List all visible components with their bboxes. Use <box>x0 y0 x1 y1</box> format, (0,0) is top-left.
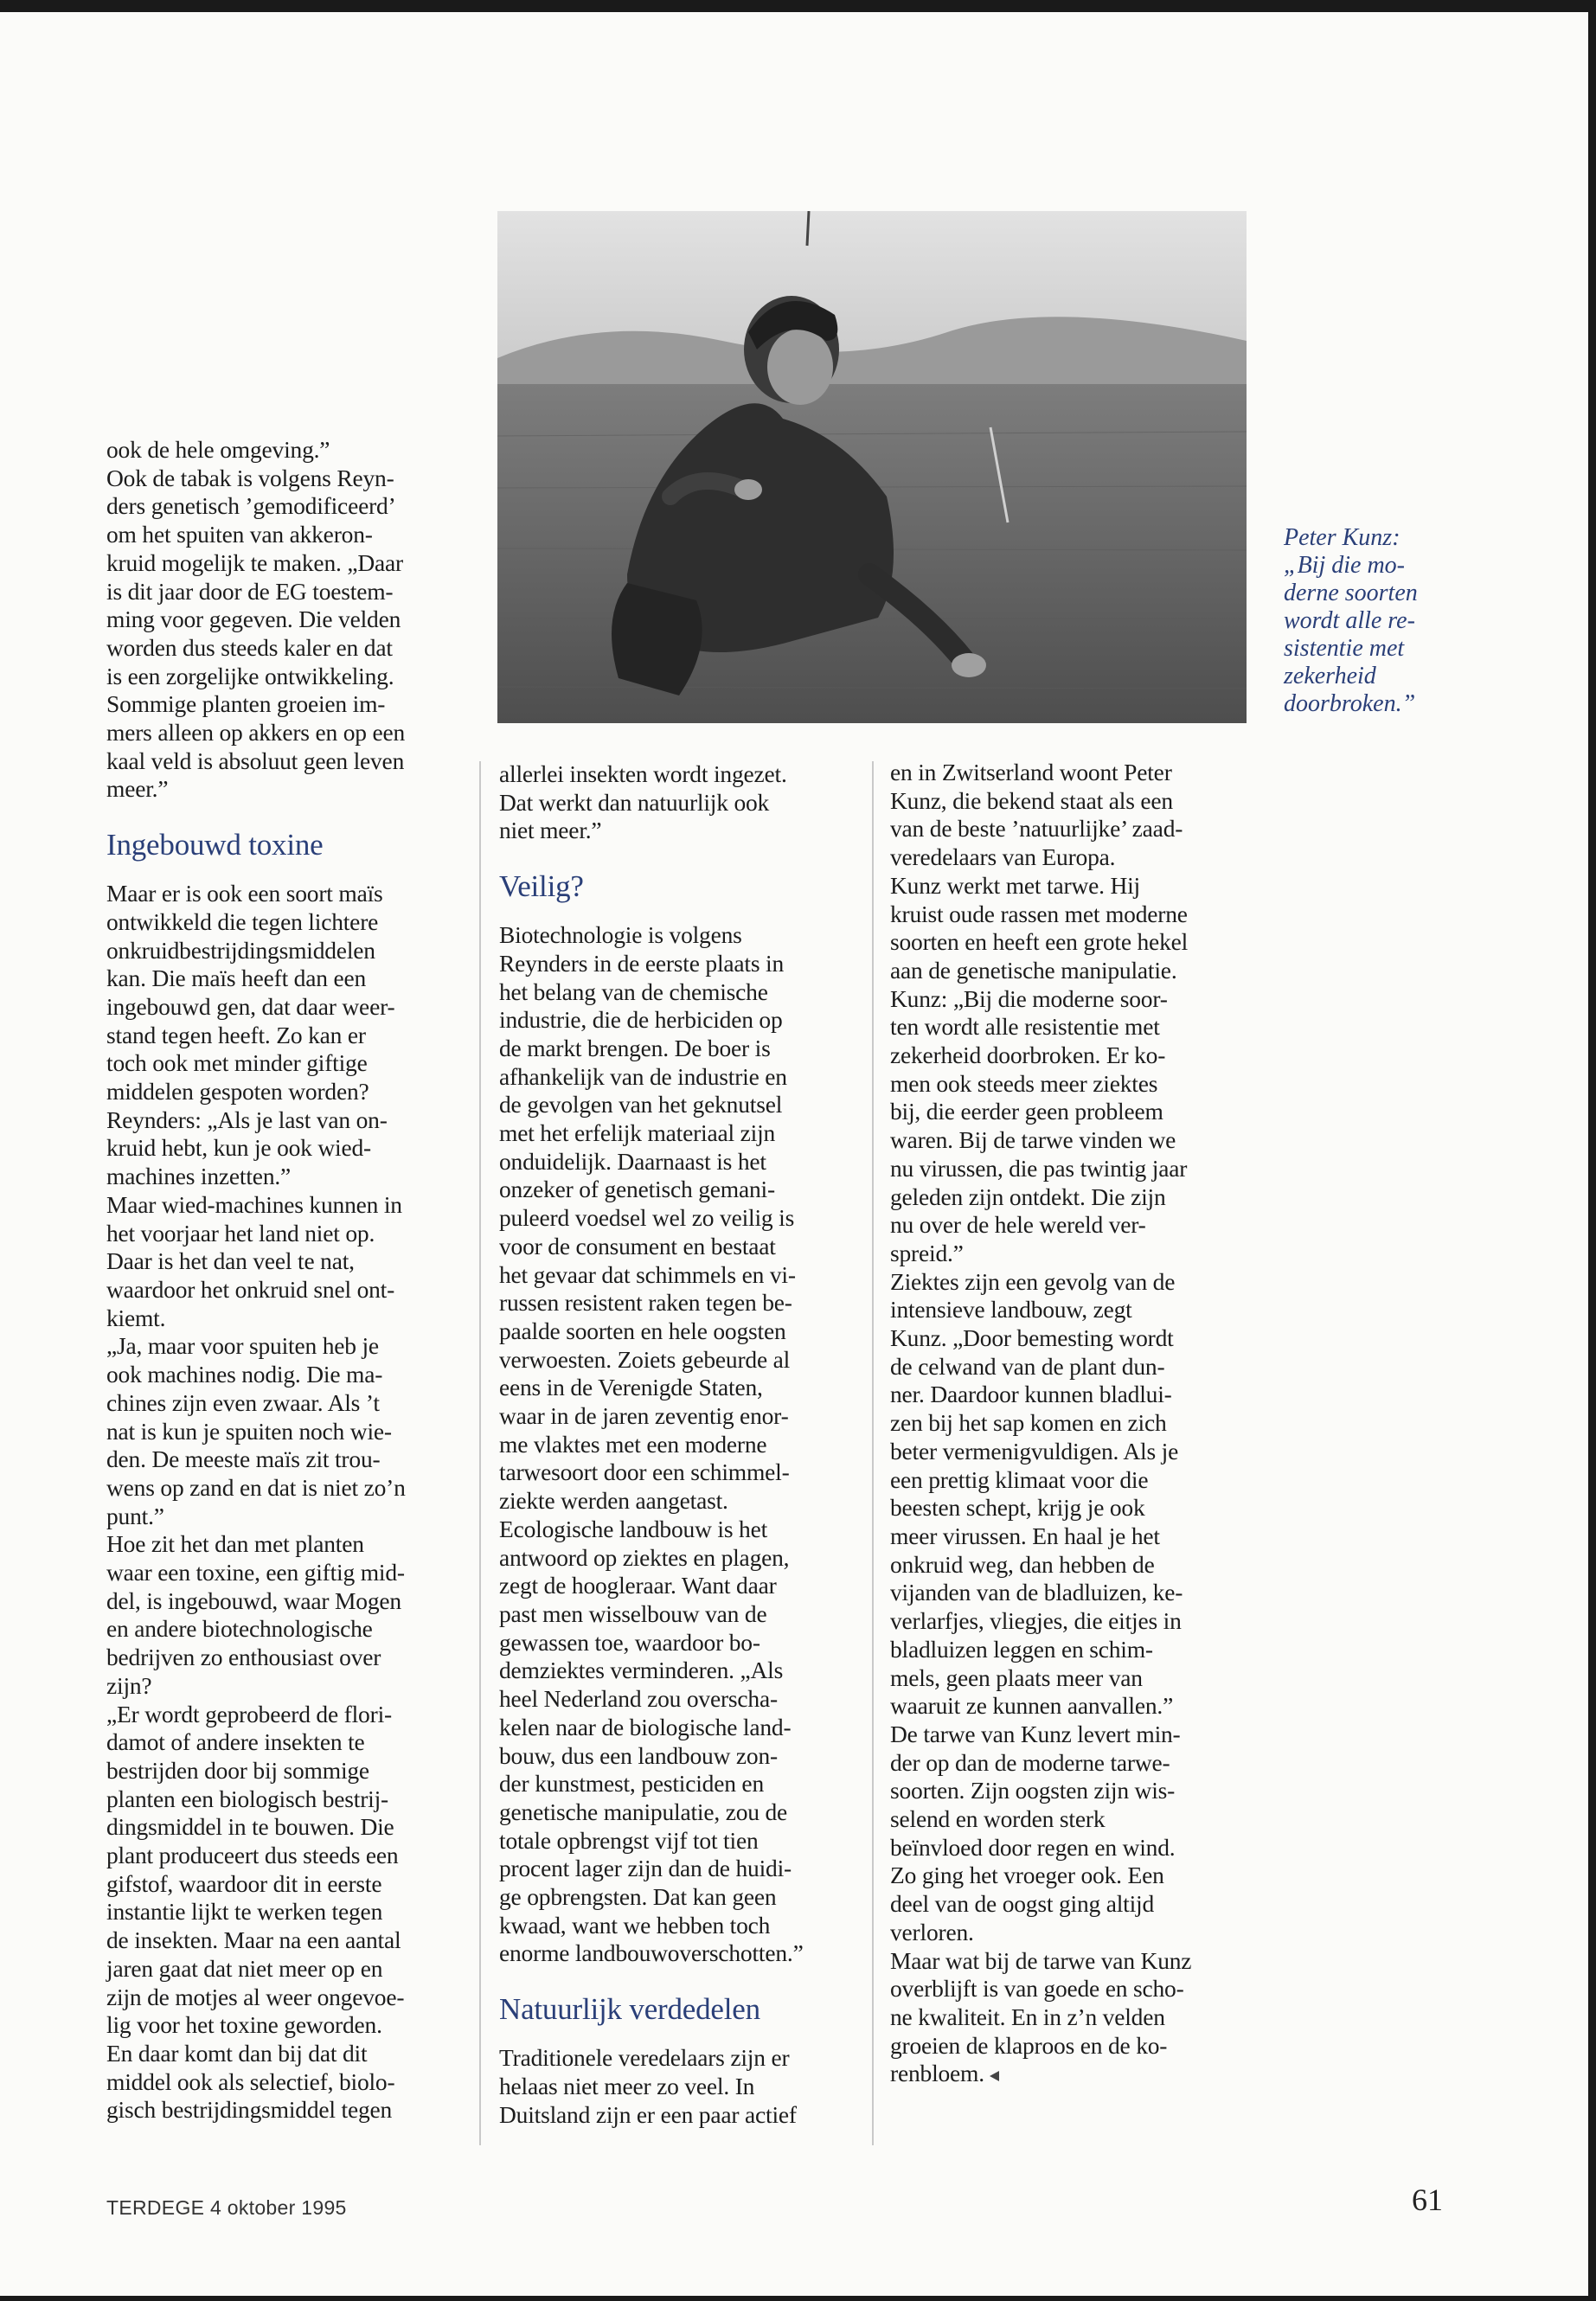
text-line: procent lager zijn dan de huidi- <box>499 1855 792 1882</box>
text-line: dingsmiddel in te bouwen. Die <box>106 1813 394 1841</box>
text-line: Reynders: „Als je last van on- <box>106 1106 388 1133</box>
text-line: zijn? <box>106 1671 152 1699</box>
text-line: kaal veld is absoluut geen leven <box>106 747 405 774</box>
text-line: me vlaktes met een moderne <box>499 1430 767 1458</box>
column-divider <box>872 761 874 2145</box>
text-line: Ook de tabak is volgens Reyn- <box>106 464 394 491</box>
text-line-content: renbloem. <box>890 2060 984 2087</box>
text-line: kwaad, want we hebben toch <box>499 1911 771 1939</box>
text-line: intensieve landbouw, zegt <box>890 1296 1132 1324</box>
text-line: En daar komt dan bij dat dit <box>106 2039 368 2067</box>
caption-line: Peter Kunz: <box>1284 524 1401 551</box>
article-column-2 <box>499 760 854 2129</box>
text-line: damot of andere insekten te <box>106 1728 365 1756</box>
text-line: beesten schept, krijg je ook <box>890 1494 1145 1522</box>
text-line: Daar is het dan veel te nat, <box>106 1247 355 1275</box>
text-line: ingebouwd gen, dat daar weer- <box>106 992 395 1020</box>
text-line: der op dan de moderne tarwe- <box>890 1748 1170 1776</box>
text-line: middelen gespoten worden? <box>106 1078 369 1106</box>
text-line: veredelaars van Europa. <box>890 843 1116 871</box>
text-line: planten een biologisch bestrij- <box>106 1785 389 1812</box>
text-line: voor de consument en bestaat <box>499 1232 776 1259</box>
text-line: ge opbrengsten. Dat kan geen <box>499 1883 777 1911</box>
text-line: Kunz werkt met tarwe. Hij <box>890 871 1141 899</box>
text-line: allerlei insekten wordt ingezet. <box>499 760 787 787</box>
text-line: bladluizen leggen en schim- <box>890 1635 1153 1663</box>
text-line: totale opbrengst vijf tot tien <box>499 1826 759 1854</box>
text-line: een prettig klimaat voor die <box>890 1465 1149 1493</box>
text-line: Biotechnologie is volgens <box>499 921 742 949</box>
caption-line: derne soorten <box>1284 580 1418 606</box>
text-line: wens op zand en dat is niet zo’n <box>106 1473 406 1501</box>
text-line: verlarfjes, vliegjes, die eitjes in <box>890 1607 1182 1635</box>
text-line: beter vermenigvuldigen. Als je <box>890 1437 1179 1465</box>
paragraph <box>106 880 457 2125</box>
publication-footer: TERDEGE 4 oktober 1995 <box>106 2196 347 2219</box>
paragraph <box>890 759 1245 2088</box>
text-line: de markt brengen. De boer is <box>499 1034 771 1061</box>
text-line: bestrijden door bij sommige <box>106 1756 369 1784</box>
text-line: deel van de oogst ging altijd <box>890 1890 1155 1918</box>
text-line: selend en worden sterk <box>890 1805 1106 1833</box>
text-line: gisch bestrijdingsmiddel tegen <box>106 2096 393 2124</box>
text-line: Ecologische landbouw is het <box>499 1515 768 1542</box>
text-line: het voorjaar het land niet op. <box>106 1219 375 1247</box>
text-line <box>890 2060 1245 2088</box>
text-line: kelen naar de biologische land- <box>499 1713 792 1740</box>
text-line: waaruit ze kunnen aanvallen.” <box>890 1692 1174 1720</box>
page-number: 61 <box>1412 2182 1443 2217</box>
text-line: russen resistent raken tegen be- <box>499 1289 792 1317</box>
text-line: tarwesoort door een schimmel- <box>499 1458 790 1486</box>
text-line: Maar er is ook een soort maïs <box>106 880 383 907</box>
text-line: Kunz: „Bij die moderne soor- <box>890 984 1168 1012</box>
text-line: Maar wied-machines kunnen in <box>106 1190 402 1218</box>
text-line: Traditionele veredelaars zijn er <box>499 2044 790 2072</box>
text-line: Reynders in de eerste plaats in <box>499 949 785 977</box>
text-line: Dat werkt dan natuurlijk ook <box>499 788 770 816</box>
text-line: meer virussen. En haal je het <box>890 1522 1160 1549</box>
text-line: waardoor het onkruid snel ont- <box>106 1275 395 1303</box>
text-line: ziekte werden aangetast. <box>499 1487 728 1515</box>
text-line: verwoesten. Zoiets gebeurde al <box>499 1345 791 1373</box>
text-line: de gevolgen van het geknutsel <box>499 1091 783 1118</box>
text-line: Hoe zit het dan met planten <box>106 1530 364 1558</box>
text-line: is dit jaar door de EG toestem- <box>106 577 394 605</box>
text-line: ook de hele omgeving.” <box>106 436 330 463</box>
text-line: en in Zwitserland woont Peter <box>890 759 1172 785</box>
column-divider <box>479 761 481 2145</box>
paragraph <box>499 921 854 1968</box>
text-line: chines zijn even zwaar. Als ’t <box>106 1388 380 1416</box>
text-line: instantie lijkt te werken tegen <box>106 1898 383 1926</box>
text-line: afhankelijk van de industrie en <box>499 1062 787 1090</box>
text-line: ne kwaliteit. En in z’n velden <box>890 2003 1165 2030</box>
text-line: de celwand van de plant dun- <box>890 1352 1165 1380</box>
article-column-3 <box>890 759 1245 2088</box>
text-line: jaren gaat dat niet meer op en <box>106 1954 383 1982</box>
text-line: zijn de motjes al weer ongevoe- <box>106 1983 405 2010</box>
text-line: punt.” <box>106 1502 164 1529</box>
text-line: zegt de hoogleraar. Want daar <box>499 1572 777 1599</box>
text-line: geleden zijn ontdekt. Die zijn <box>890 1183 1166 1210</box>
caption-line: sistentie met <box>1284 635 1405 662</box>
text-line: bouw, dus een landbouw zon- <box>499 1741 778 1769</box>
text-line: enorme landbouwoverschotten.” <box>499 1939 804 1967</box>
text-line: nu virussen, die pas twintig jaar <box>890 1154 1188 1182</box>
text-line: Zo ging het vroeger ook. Een <box>890 1862 1164 1889</box>
text-line: ook machines nodig. Die ma- <box>106 1361 383 1388</box>
text-line: del, is ingebouwd, waar Mogen <box>106 1586 401 1614</box>
text-line: ontwikkeld die tegen lichtere <box>106 907 379 935</box>
text-line: machines inzetten.” <box>106 1163 292 1190</box>
text-line: spreid.” <box>890 1239 964 1266</box>
text-line: vijanden van de bladluizen, ke- <box>890 1579 1183 1606</box>
caption-line: zekerheid <box>1284 663 1376 689</box>
text-line: nu over de hele wereld ver- <box>890 1211 1146 1239</box>
text-line: waar een toxine, een giftig mid- <box>106 1559 405 1586</box>
text-line: heel Nederland zou overscha- <box>499 1685 778 1713</box>
magazine-page <box>0 12 1588 2296</box>
text-line: den. De meeste maïs zit trou- <box>106 1445 381 1473</box>
text-line: paalde soorten en hele oogsten <box>499 1317 786 1344</box>
text-line: genetische manipulatie, zou de <box>499 1798 788 1825</box>
text-line: mels, geen plaats meer van <box>890 1663 1143 1691</box>
article-photo <box>497 211 1247 723</box>
section-heading: Veilig? <box>499 869 584 904</box>
text-line: kruid mogelijk te maken. „Daar <box>106 548 403 576</box>
text-line: „Er wordt geprobeerd de flori- <box>106 1700 392 1727</box>
text-line: kruid hebt, kun je ook wied- <box>106 1134 372 1162</box>
text-line: aan de genetische manipulatie. <box>890 956 1177 984</box>
text-line: beïnvloed door regen en wind. <box>890 1833 1176 1861</box>
text-line: nat is kun je spuiten noch wie- <box>106 1417 392 1445</box>
caption-line: wordt alle re- <box>1284 607 1415 634</box>
text-line: „Ja, maar voor spuiten heb je <box>106 1332 379 1360</box>
text-line: verloren. <box>890 1918 974 1945</box>
text-line: demziektes verminderen. „Als <box>499 1657 784 1684</box>
text-line: soorten en heeft een grote hekel <box>890 928 1189 956</box>
text-line: waar in de jaren zeventig enor- <box>499 1402 789 1430</box>
paragraph <box>499 2044 854 2129</box>
text-line: der kunstmest, pesticiden en <box>499 1770 764 1798</box>
photo-illustration <box>497 211 1247 723</box>
text-line: plant produceert dus steeds een <box>106 1842 399 1869</box>
text-line: de insekten. Maar na een aantal <box>106 1926 401 1954</box>
text-line: ten wordt alle resistentie met <box>890 1013 1160 1041</box>
text-line: Ziektes zijn een gevolg van de <box>890 1267 1176 1295</box>
text-line: ders genetisch ’gemodificeerd’ <box>106 492 396 520</box>
text-line: bedrijven zo enthousiast over <box>106 1644 381 1671</box>
caption-line: „Bij die mo- <box>1284 552 1405 579</box>
text-line: het gevaar dat schimmels en vi- <box>499 1260 796 1288</box>
text-line: zekerheid doorbroken. Er ko- <box>890 1042 1166 1069</box>
text-line: bij, die eerder geen probleem <box>890 1098 1163 1125</box>
text-line: men ook steeds meer ziektes <box>890 1069 1158 1097</box>
text-line: groeien de klaproos en de ko- <box>890 2031 1168 2059</box>
paragraph <box>499 760 854 845</box>
text-line: meer.” <box>106 775 169 803</box>
text-line: Kunz. „Door bemesting wordt <box>890 1324 1174 1352</box>
text-line: mers alleen op akkers en op een <box>106 719 406 747</box>
text-line: Sommige planten groeien im- <box>106 690 386 718</box>
text-line: past men wisselbouw van de <box>499 1599 767 1627</box>
text-line: overblijft is van goede en scho- <box>890 1975 1184 2003</box>
text-line: puleerd voedsel wel zo veilig is <box>499 1204 795 1232</box>
text-line: gewassen toe, waardoor bo- <box>499 1628 760 1656</box>
text-line: kiemt. <box>106 1304 166 1331</box>
text-line: stand tegen heeft. Zo kan er <box>106 1021 366 1048</box>
text-line: onduidelijk. Daarnaast is het <box>499 1147 766 1175</box>
text-line: worden dus steeds kaler en dat <box>106 633 393 661</box>
text-line: is een zorgelijke ontwikkeling. <box>106 662 394 689</box>
article-column-1 <box>106 436 457 2125</box>
text-line: soorten. Zijn oogsten zijn wis- <box>890 1777 1176 1804</box>
text-line: Maar wat bij de tarwe van Kunz <box>890 1946 1192 1974</box>
text-line: industrie, die de herbiciden op <box>499 1006 783 1034</box>
text-line: kan. Die maïs heeft dan een <box>106 965 367 992</box>
text-line: De tarwe van Kunz levert min- <box>890 1720 1181 1747</box>
text-line: onkruidbestrijdingsmiddelen <box>106 936 375 964</box>
section-heading: Natuurlijk verdedelen <box>499 1992 760 2027</box>
photo-caption <box>1284 524 1457 718</box>
text-line: ner. Daardoor kunnen bladlui- <box>890 1381 1172 1408</box>
section-heading: Ingebouwd toxine <box>106 828 324 862</box>
paragraph <box>106 436 457 804</box>
text-line: toch ook met minder giftige <box>106 1049 368 1077</box>
text-line: zen bij het sap komen en zich <box>890 1409 1167 1437</box>
text-line: niet meer.” <box>499 817 602 844</box>
text-line: onzeker of genetisch gemani- <box>499 1176 775 1203</box>
text-line: kruist oude rassen met moderne <box>890 900 1188 927</box>
text-line: het belang van de chemische <box>499 977 768 1005</box>
text-line: eens in de Verenigde Staten, <box>499 1374 763 1401</box>
text-line: middel ook als selectief, biolo- <box>106 2067 395 2095</box>
text-line: om het spuiten van akkeron- <box>106 521 373 548</box>
text-line: Kunz, die bekend staat als een <box>890 786 1173 814</box>
text-line: gifstof, waardoor dit in eerste <box>106 1869 382 1897</box>
text-line: onkruid weg, dan hebben de <box>890 1550 1155 1578</box>
text-line: ming voor gegeven. Die velden <box>106 606 401 633</box>
text-line: helaas niet meer zo veel. In <box>499 2072 755 2099</box>
text-line: waren. Bij de tarwe vinden we <box>890 1126 1176 1154</box>
caption-line: doorbroken.” <box>1284 690 1416 717</box>
text-line: antwoord op ziektes en plagen, <box>499 1543 790 1571</box>
text-line: van de beste ’natuurlijke’ zaad- <box>890 815 1183 843</box>
text-line: Duitsland zijn er een paar actief <box>499 2100 797 2128</box>
text-line: en andere biotechnologische <box>106 1615 373 1643</box>
end-of-article-icon <box>990 2071 999 2081</box>
text-line: lig voor het toxine geworden. <box>106 2011 382 2039</box>
text-line: met het erfelijk materiaal zijn <box>499 1119 776 1147</box>
